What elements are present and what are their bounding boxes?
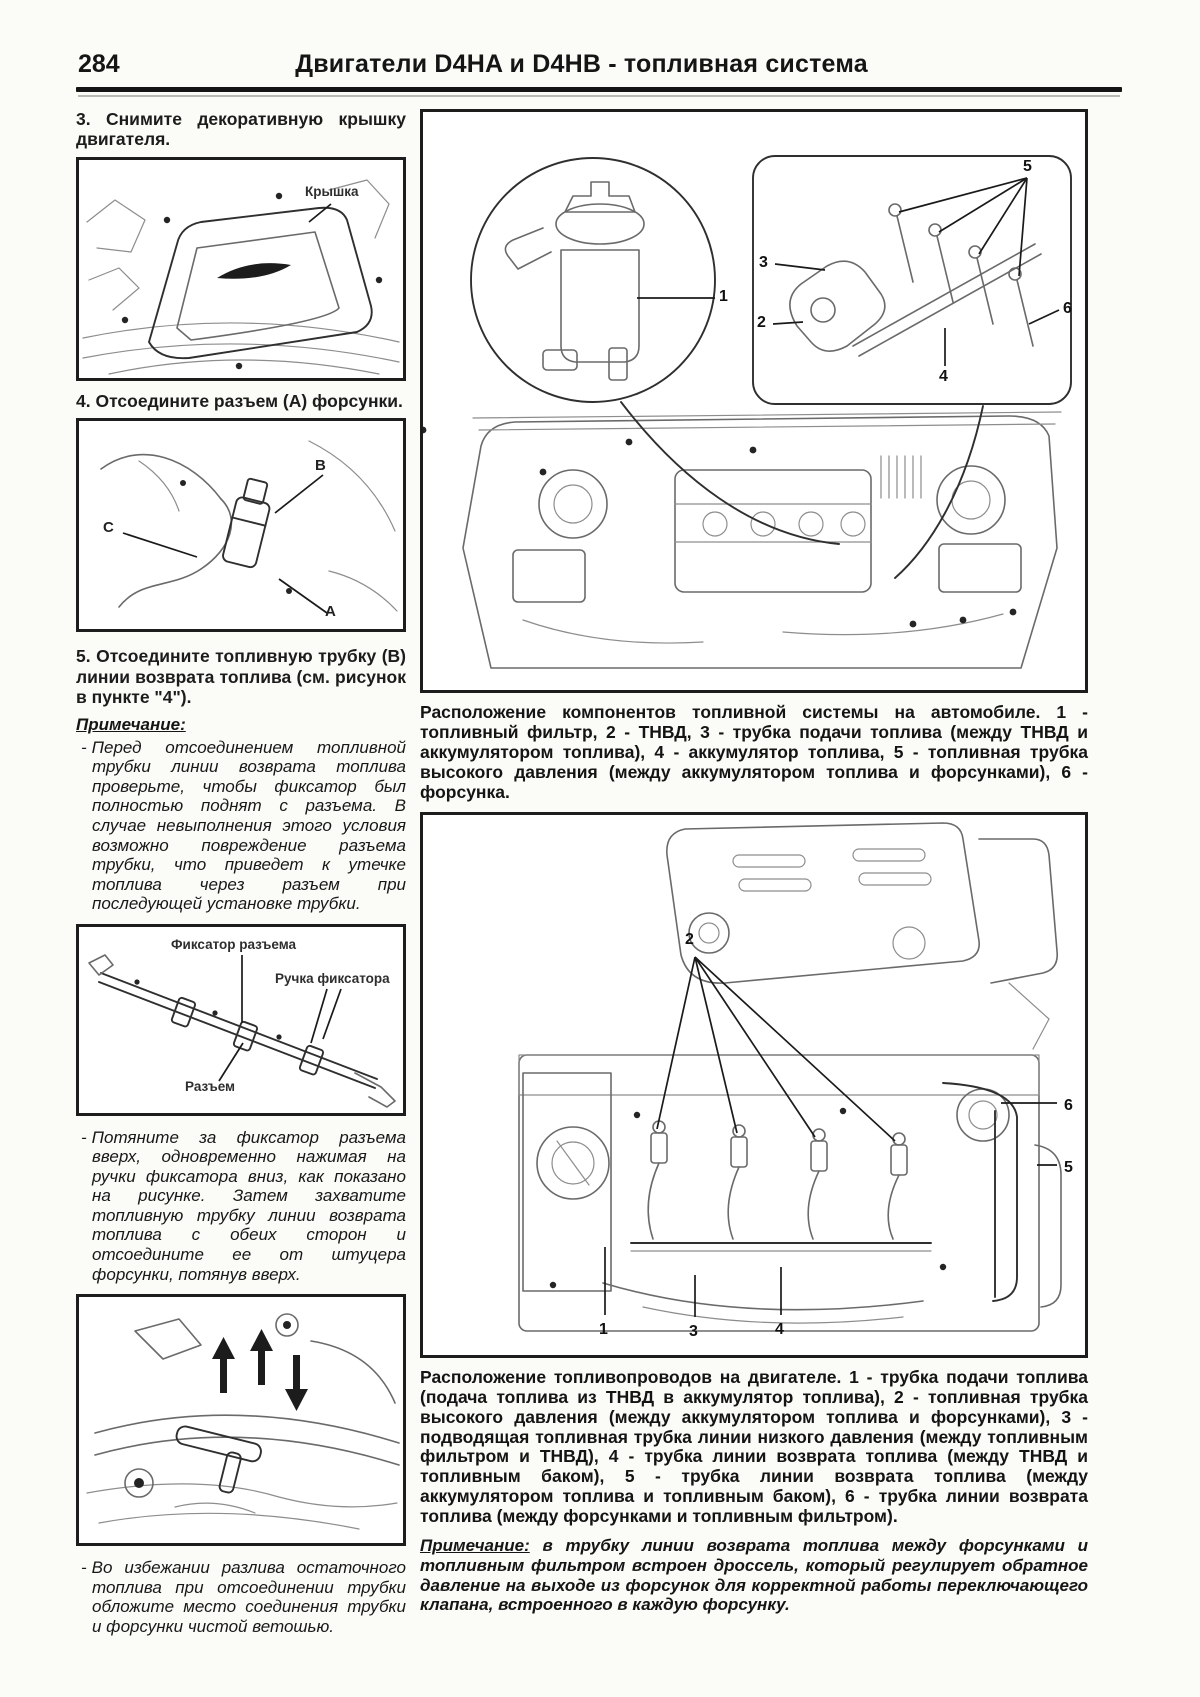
content-columns (0, 97, 1200, 1641)
page-header (0, 0, 1200, 79)
injector-connector-illustration (79, 421, 403, 629)
note-2-text: Потяните за фиксатор разъема вверх, одновременно нажимая на ручки фиксатора вниз, как показано на рисунке. Затем захватите топливную трубку линии возврата топлива с обеих сторон и отсоедините ее от штуцера форсунки, потянув вверх. (91, 1127, 406, 1284)
bullet: - (81, 1127, 87, 1147)
callout-5: 5 (1064, 1158, 1073, 1176)
callout-3: 3 (759, 254, 768, 271)
fuel-system-overview-figure (420, 109, 1088, 693)
handle-label: Ручка фиксатора (275, 970, 390, 986)
note-item-1 (76, 738, 406, 914)
bullet: - (81, 737, 87, 757)
pull-up-illustration (79, 1297, 403, 1543)
page-title: Двигатели D4HA и D4HB - топливная система (295, 50, 868, 78)
cover-label: Крышка (305, 183, 359, 199)
step-3-text: 3. Снимите декоративную крышку двигателя. (76, 109, 406, 150)
lock-label: Фиксатор разъема (171, 936, 297, 952)
note-item-2 (76, 1128, 406, 1284)
callout-6: 6 (1063, 300, 1072, 317)
page-number: 284 (78, 50, 120, 78)
callout-4: 4 (775, 1320, 784, 1338)
callout-4: 4 (939, 368, 948, 385)
return-pipe-figure (76, 924, 406, 1116)
final-note-label: Примечание: (420, 1536, 530, 1556)
engine-cover-figure (76, 157, 406, 381)
injector-connector-figure (76, 418, 406, 632)
connector-label-b: B (315, 457, 326, 475)
fuel-system-caption: Расположение компонентов топливной системы на автомобиле. 1 - топливный фильтр, 2 - ТНВД, 3 - трубка подачи топлива (между ТНВД и аккумулятором топлива), 4 - аккумулятор топлива, 5 - топливная трубка высокого давления (между аккумулятором топлива и форсунками), 6 - форсунка. (420, 702, 1088, 802)
callout-5: 5 (1023, 158, 1032, 175)
fuel-system-overview-illustration (423, 112, 1085, 690)
final-note (420, 1536, 1088, 1615)
step-4-text: 4. Отсоедините разъем (А) форсунки. (76, 390, 403, 411)
header-rule (76, 87, 1122, 92)
right-column (420, 109, 1088, 1641)
step-5-text: 5. Отсоедините топливную трубку (В) линии возврата топлива (см. рисунок в пункте "4"). (76, 646, 406, 708)
note-3-text: Во избежании разлива остаточного топлива при отсоединении трубки обложите место соединения трубки и форсунки чистой ветошью. (91, 1558, 406, 1636)
note-heading: Примечание: (76, 714, 186, 734)
callout-2: 2 (757, 314, 766, 331)
pull-up-figure (76, 1294, 406, 1546)
connector-label-c: C (103, 519, 114, 537)
callout-2: 2 (685, 930, 694, 948)
callout-1: 1 (599, 1320, 608, 1338)
return-pipe-illustration (79, 927, 403, 1113)
callout-1: 1 (719, 288, 728, 305)
note-item-3 (76, 1558, 406, 1636)
final-note-text: в трубку линии возврата топлива между форсунками и топливным фильтром встроен дроссель, который регулирует обратное давление на выходе из форсунок для корректной работы переключающего клапана, встроенного в каждую форсунку. (420, 1536, 1088, 1615)
fuel-lines-figure (420, 812, 1088, 1358)
fuel-lines-illustration (423, 815, 1085, 1355)
callout-3: 3 (689, 1322, 698, 1340)
bullet: - (81, 1558, 87, 1578)
connector-label-a: A (325, 603, 336, 621)
fuel-lines-caption: Расположение топливопроводов на двигателе. 1 - трубка подачи топлива (подача топлива из ТНВД в аккумулятор топлива), 2 - топливная трубка высокого давления (между аккумулятором топлива и форсунками), 3 - подводящая топливная трубка линии низкого давления (между топливным фильтром и ТНВД), 4 - трубка линии возврата топлива (между ТНВД и топливным баком), 5 - трубка линии возврата топлива (между аккумулятором топлива и топливным баком), 6 - трубка линии возврата топлива (между форсунками и топливным фильтром). (420, 1366, 1088, 1527)
note-1-text: Перед отсоединением топливной трубки линии возврата топлива проверьте, чтобы фиксатор был полностью поднят с разъема. В случае невыполнения этого условия возможно повреждение разъема трубки, что приведет к утечке топлива через разъем при последующей установке трубки. (91, 737, 406, 914)
plug-label: Разъем (185, 1078, 236, 1094)
callout-6: 6 (1064, 1096, 1073, 1114)
left-column (76, 109, 406, 1641)
